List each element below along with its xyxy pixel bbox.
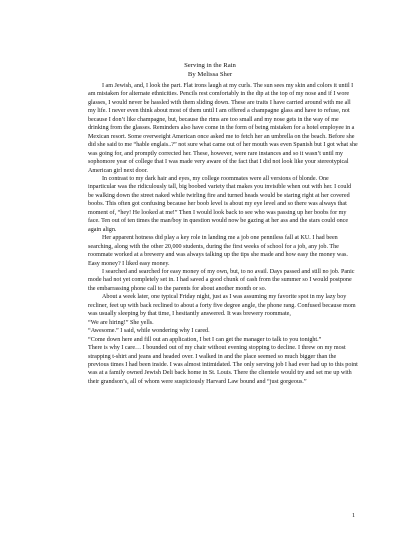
body-text	[88, 82, 358, 386]
dialogue-line-1: “We are hiring!” She yells.	[88, 319, 154, 326]
dialogue-line-2: “Awesome.” I said, while wondering why I cared.	[88, 328, 210, 335]
dialogue-line-3: “Come down here and fill out an application, I bet I can get the manager to talk to you tonight.”	[88, 336, 322, 343]
paragraph-5: About a week later, one typical Friday night, just as I was assuming my favorite spot in my lazy boy recliner, feet up with back reclined to about a forty five degree angle, the phone rang. Confused because mom was usually sleeping by that time, I hesitantly answered. It was brewery roommate,	[88, 294, 356, 318]
paragraph-1: I am Jewish, and, I look the part. Flat irons laugh at my curls. The sun sees my skin and colors it until I am mistaken for alternate ethnicities. Pencils rest comfortably in the dip at the top of my nose and if I wore glasses, I would never be hassled with them sliding down. These are traits I have carried around with me all my life. I never even think about most of them until I am offered a champagne glass and have to refuse, not because I don’t like champagne, but, because the rims are too small and my nose gets in the way of me drinking from the glasses. Reminders also have come in the form of being mistaken for a hotel employee in a Mexican resort. Some overweight American once asked me to fetch her an umbrella on the beach. Before she did she said to me “hable englais..?” not sure what came out of her mouth was even Spanish but I got what she was going for, and promptly corrected her. These, however, were rare instances and so it wasn’t until my sophomore year of college that I was made very aware of the fact that I did not look like your stereotypical American girl next door.	[88, 83, 358, 174]
paragraph-4: I searched and searched for easy money of my own, but, to no avail. Days passed and still no job. Panic mode had not yet completely set in. I had saved a good chunk of cash from the summer so I would postpone the embarrassing phone call to the parents for about another month or so.	[88, 268, 355, 292]
document-title: Serving in the Rain	[184, 62, 236, 69]
paragraph-2: In contrast to my dark hair and eyes, my college roommates were all versions of blonde. One inparticular was the ridiculously tall, big boobed variety that makes you invisible when out with her. I could be walking down the street naked while twirling fire and turned heads would be staring right at her covered boobs. This often got confusing because her boob level is about my eye level and so there was always that moment of, “hey! He looked at me!” Then I would look back to see who was passing up her boobs for my face. Ten out of ten times the man/boy in question would now be gazing at her ass and the stars could once again align.	[88, 175, 352, 233]
byline: By Melissa Sher	[187, 71, 233, 78]
paragraph-6: There is why I care… I bounded out of my chair without evening stopping to decline. I threw on my most strapping t-shirt and jeans and headed over. I walked in and the place seemed so much bigger than the previous times I had been inside. I was almost intimidated. The only serving job I had ever had up to this point was at a family owned Jewish Deli back home in St. Louis. There the clientele would try and set me up with their grandson’s, all of whom were suspiciously Harvard Law bound and “just gorgeous.”	[88, 345, 358, 385]
title-block	[0, 61, 420, 79]
paragraph-3: Her apparent hotness did play a key role in landing me a job one penniless fall at KU. I had been searching, along with the other 20,000 students, during the first weeks of school for a job, any job. The roommate worked at a brewery and was always talking up the tips she made and how easy the money was. Easy money? I liked easy money.	[88, 235, 348, 267]
page-number: 1	[352, 512, 356, 519]
